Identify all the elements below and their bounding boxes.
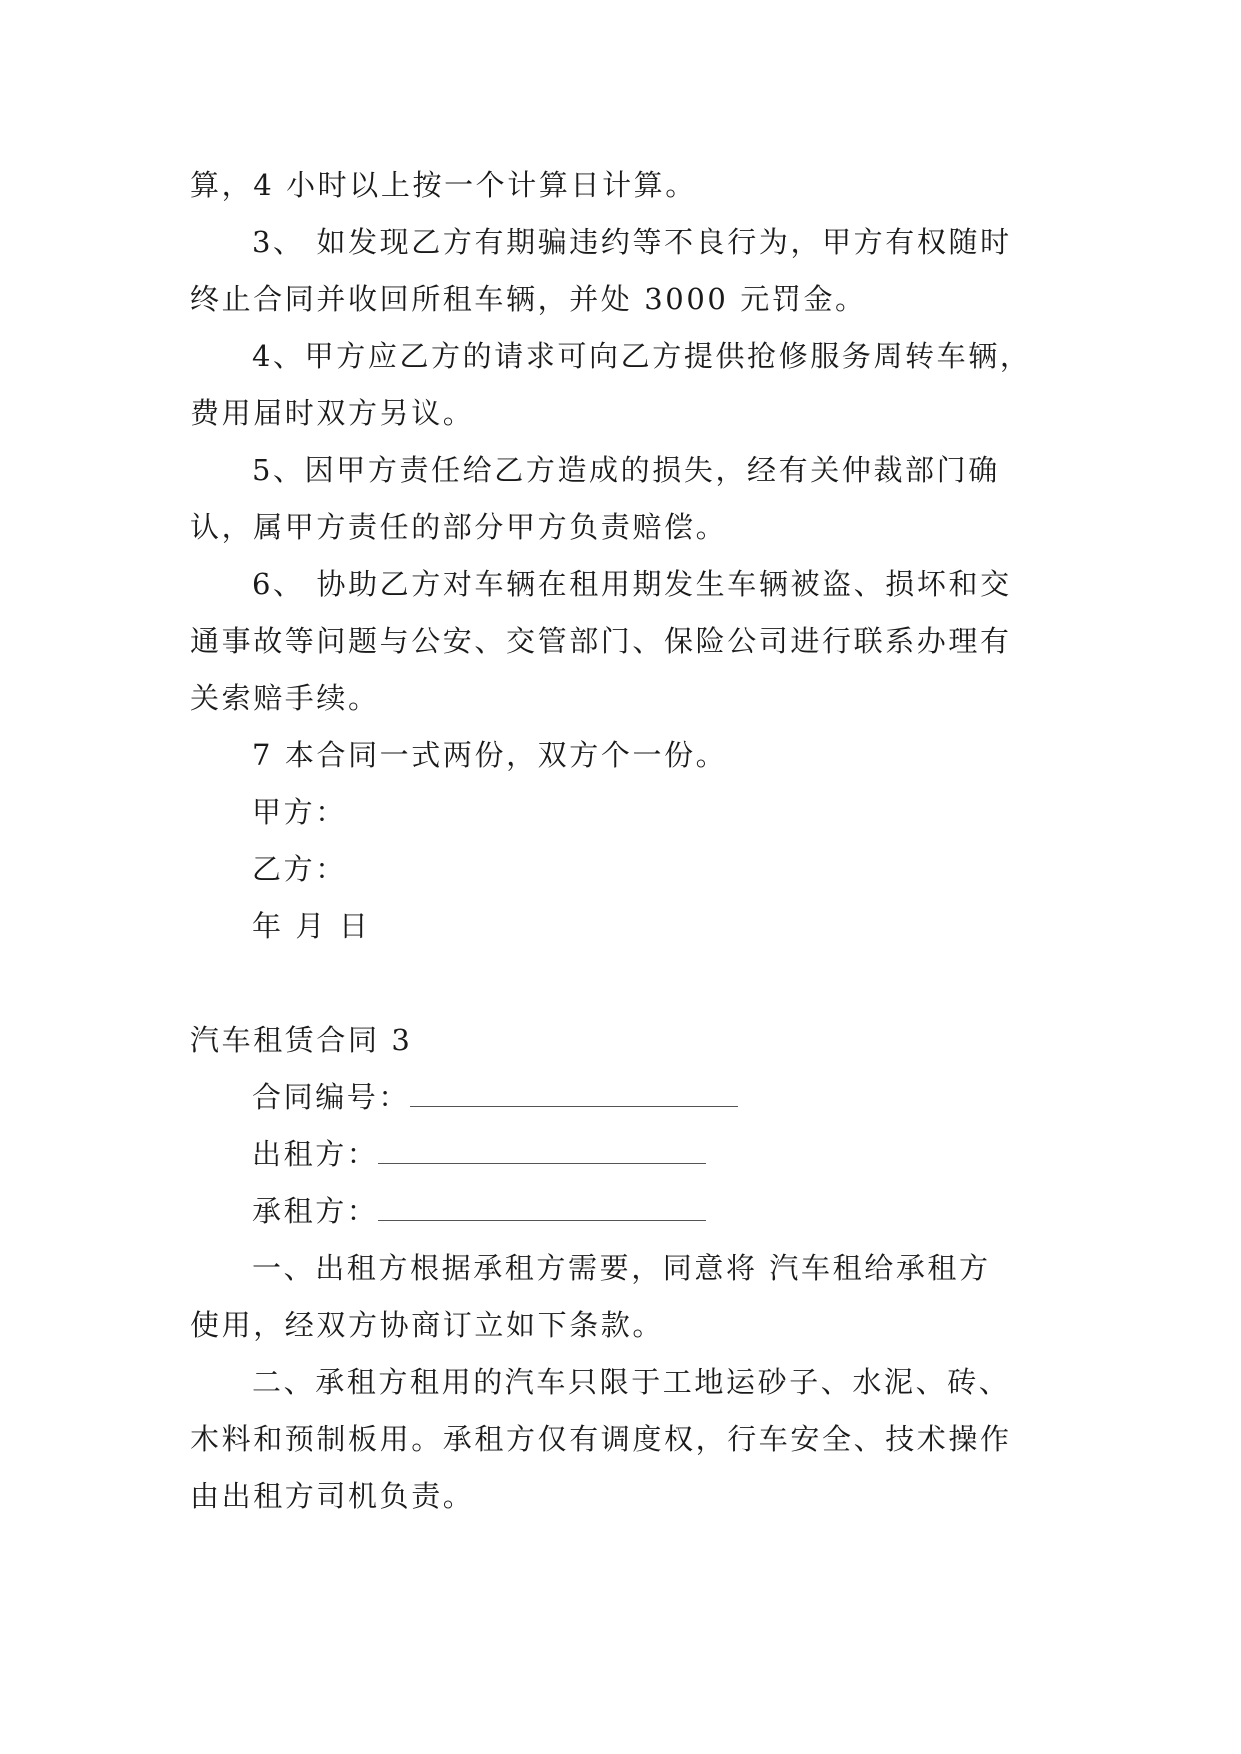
clause-5-line-1: 5、因甲方责任给乙方造成的损失，经有关仲裁部门确 <box>252 453 1000 487</box>
clause-7-line: 7 本合同一式两份，双方个一份。 <box>252 738 728 772</box>
party-a-label: 甲方： <box>252 795 347 829</box>
clause-two-line-1: 二、承租方租用的汽车只限于工地运砂子、水泥、砖、 <box>252 1365 1011 1399</box>
clause-4-line-2: 费用届时双方另议。 <box>190 396 475 430</box>
clause-6-line-3: 关索赔手续。 <box>190 681 380 715</box>
clause-one-line-1: 一、出租方根据承租方需要，同意将 汽车租给承租方 <box>252 1251 991 1285</box>
lessee-blank <box>378 1192 706 1221</box>
contract-number-blank <box>410 1078 738 1107</box>
paragraph-line: 算，4 小时以上按一个计算日计算。 <box>190 168 697 202</box>
lessee-label: 承租方： <box>252 1194 379 1228</box>
clause-5-line-2: 认，属甲方责任的部分甲方负责赔偿。 <box>190 510 728 544</box>
lessor-row <box>252 1134 706 1174</box>
section-title: 汽车租赁合同 3 <box>190 1023 413 1057</box>
clause-two-line-2: 木料和预制板用。承租方仅有调度权，行车安全、技术操作 <box>190 1422 1012 1456</box>
contract-number-label: 合同编号： <box>252 1080 411 1114</box>
contract-number-row <box>252 1077 738 1117</box>
clause-4-line-1: 4、甲方应乙方的请求可向乙方提供抢修服务周转车辆， <box>252 339 1032 373</box>
party-b-label: 乙方： <box>252 852 347 886</box>
lessee-row <box>252 1191 706 1231</box>
clause-3-line-2: 终止合同并收回所租车辆，并处 3000 元罚金。 <box>190 282 867 316</box>
clause-one-line-2: 使用，经双方协商订立如下条款。 <box>190 1308 665 1342</box>
clause-3-line-1: 3、 如发现乙方有期骗违约等不良行为，甲方有权随时 <box>252 225 1012 259</box>
clause-6-line-2: 通事故等问题与公安、交管部门、保险公司进行联系办理有 <box>190 624 1012 658</box>
clause-6-line-1: 6、 协助乙方对车辆在租用期发生车辆被盗、损坏和交 <box>252 567 1012 601</box>
lessor-blank <box>378 1135 706 1164</box>
date-line: 年 月 日 <box>252 909 371 943</box>
clause-two-line-3: 由出租方司机负责。 <box>190 1479 475 1513</box>
lessor-label: 出租方： <box>252 1137 379 1171</box>
